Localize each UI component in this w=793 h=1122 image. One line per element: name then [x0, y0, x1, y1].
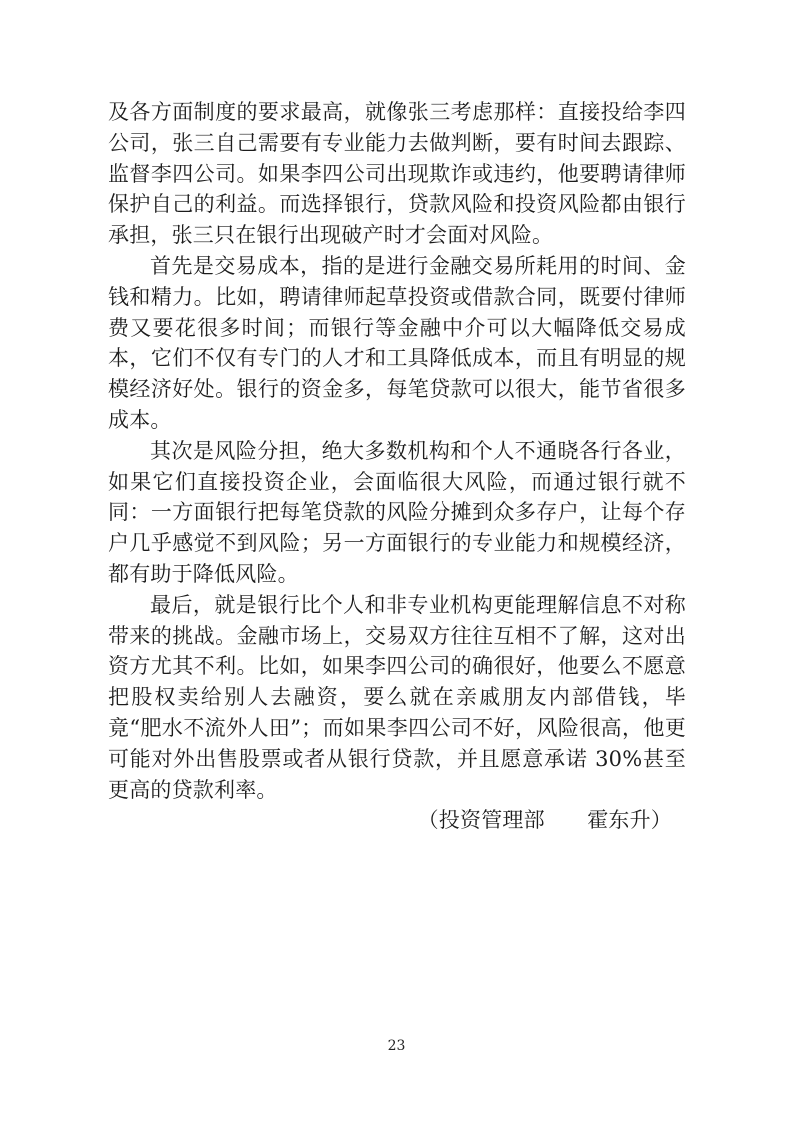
byline: （投资管理部 霍东升）	[417, 808, 672, 833]
page-number: 23	[387, 1038, 406, 1054]
body-paragraph: 其次是风险分担，绝大多数机构和个人不通晓各行各业，如果它们直接投资企业，会面临很大风险，而通过银行就不同：一方面银行把每笔贷款的风险分摊到众多存户，让每个存户几乎感觉不到风险；另一方面银行的专业能力和规模经济，都有助于降低风险。	[108, 438, 686, 586]
body-paragraph: 最后，就是银行比个人和非专业机构更能理解信息不对称带来的挑战。金融市场上，交易双方往往互相不了解，这对出资方尤其不利。比如，如果李四公司的确很好，他要么不愿意把股权卖给别人去融资，要么就在亲戚朋友内部借钱，毕竟“肥水不流外人田”；而如果李四公司不好，风险很高，他更可能对外出售股票或者从银行贷款，并且愿意承诺 30%甚至更高的贷款利率。	[108, 592, 686, 802]
body-paragraph: 及各方面制度的要求最高，就像张三考虑那样：直接投给李四公司，张三自己需要有专业能力去做判断，要有时间去跟踪、监督李四公司。如果李四公司出现欺诈或违约，他要聘请律师保护自己的利益。而选择银行，贷款风险和投资风险都由银行承担，张三只在银行出现破产时才会面对风险。	[108, 100, 686, 248]
article-body	[108, 97, 686, 836]
body-paragraph: 首先是交易成本，指的是进行金融交易所耗用的时间、金钱和精力。比如，聘请律师起草投资或借款合同，既要付律师费又要花很多时间；而银行等金融中介可以大幅降低交易成本，它们不仅有专门的人才和工具降低成本，而且有明显的规模经济好处。银行的资金多，每笔贷款可以很大，能节省很多成本。	[108, 253, 686, 432]
